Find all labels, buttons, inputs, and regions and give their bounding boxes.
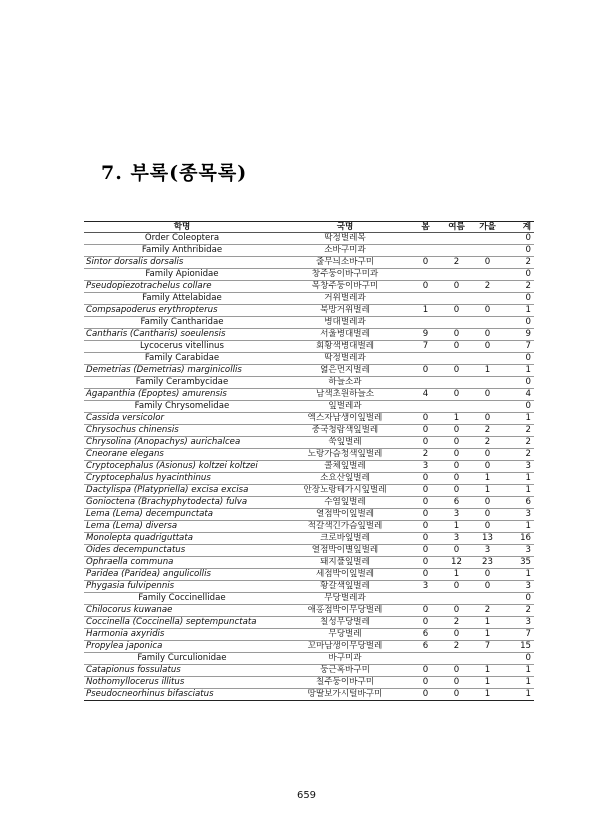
cell-spring: 0	[422, 437, 429, 448]
cell-total: 6	[525, 497, 531, 508]
cell-scientific-name: Family Cantharidae	[140, 317, 224, 328]
cell-scientific-name: Lema (Lema) diversa	[86, 521, 178, 532]
header-summer: 여름	[448, 221, 465, 232]
cell-spring	[410, 401, 441, 413]
cell-total: 7	[525, 341, 531, 352]
cell-korean-name: 남색초원하늘소	[315, 389, 375, 400]
cell-spring: 3	[422, 581, 429, 592]
cell-spring	[410, 353, 441, 365]
cell-scientific-name: Order Coleoptera	[144, 233, 220, 244]
cell-summer	[441, 293, 472, 305]
cell-total: 3	[525, 545, 531, 556]
cell-spring: 0	[422, 497, 429, 508]
cell-spring: 2	[422, 449, 429, 460]
cell-spring: 6	[422, 641, 429, 652]
cell-scientific-name: Chrysochus chinensis	[86, 425, 179, 436]
table-row-species	[84, 629, 534, 641]
cell-summer: 0	[453, 545, 460, 556]
cell-scientific-name: Paridea (Paridea) angulicollis	[86, 569, 211, 580]
cell-spring: 0	[422, 281, 429, 292]
cell-total: 2	[525, 449, 531, 460]
cell-scientific-name: Family Attelabidae	[142, 293, 222, 304]
cell-summer: 1	[453, 569, 460, 580]
table-row-taxon	[84, 593, 534, 605]
table-row-taxon	[84, 353, 534, 365]
cell-spring	[410, 269, 441, 281]
cell-korean-name: 회황색병대벌레	[315, 341, 375, 352]
cell-autumn	[472, 269, 503, 281]
cell-autumn: 1	[484, 629, 491, 640]
cell-autumn: 0	[484, 449, 491, 460]
header-total: 계	[522, 221, 531, 232]
cell-autumn: 0	[484, 497, 491, 508]
cell-korean-name: 하늘소과	[328, 377, 362, 388]
cell-korean-name: 열점박이잎벌레	[315, 509, 375, 520]
cell-scientific-name: Cantharis (Cantharis) soeulensis	[86, 329, 226, 340]
table-row-species	[84, 605, 534, 617]
cell-scientific-name: Lycocerus vitellinus	[140, 341, 224, 352]
page-number: 659	[296, 790, 317, 801]
cell-total: 1	[525, 665, 531, 676]
cell-spring: 0	[422, 521, 429, 532]
cell-autumn: 0	[484, 509, 491, 520]
cell-total: 0	[525, 377, 531, 388]
cell-spring	[410, 245, 441, 257]
cell-spring: 3	[422, 461, 429, 472]
cell-total: 0	[525, 317, 531, 328]
cell-summer	[441, 317, 472, 329]
cell-korean-name: 적갈색긴가슴잎벌레	[307, 521, 383, 532]
cell-summer	[441, 233, 472, 245]
cell-spring: 0	[422, 473, 429, 484]
cell-spring	[410, 653, 441, 665]
table-row-taxon	[84, 245, 534, 257]
cell-spring: 7	[422, 341, 429, 352]
cell-total: 0	[525, 233, 531, 244]
cell-spring	[410, 293, 441, 305]
cell-summer	[441, 653, 472, 665]
cell-total: 0	[525, 401, 531, 412]
cell-total: 2	[525, 605, 531, 616]
cell-spring: 0	[422, 605, 429, 616]
cell-autumn: 0	[484, 341, 491, 352]
cell-korean-name: 땅딸보가시털바구미	[307, 689, 383, 700]
cell-korean-name: 크로바잎벌레	[320, 533, 370, 544]
cell-autumn: 0	[484, 257, 491, 268]
cell-korean-name: 딱정벌레목	[324, 233, 366, 244]
cell-spring: 0	[422, 413, 429, 424]
cell-spring: 0	[422, 365, 429, 376]
table-row-species	[84, 365, 534, 377]
cell-korean-name: 엷은먼지벌레	[320, 365, 370, 376]
table-row-species	[84, 425, 534, 437]
cell-total: 0	[525, 245, 531, 256]
cell-summer: 6	[453, 497, 460, 508]
cell-spring: 0	[422, 533, 429, 544]
table-row-species	[84, 581, 534, 593]
cell-autumn: 1	[484, 473, 491, 484]
cell-spring: 0	[422, 617, 429, 628]
cell-total: 3	[525, 617, 531, 628]
cell-total: 0	[525, 269, 531, 280]
cell-total: 35	[520, 557, 531, 568]
cell-scientific-name: Lema (Lema) decempunctata	[86, 509, 214, 520]
cell-autumn: 1	[484, 485, 491, 496]
cell-total: 3	[525, 581, 531, 592]
cell-korean-name: 북방거위벌레	[320, 305, 370, 316]
cell-autumn: 2	[484, 281, 491, 292]
cell-spring: 0	[422, 545, 429, 556]
cell-spring	[410, 317, 441, 329]
cell-autumn: 0	[484, 413, 491, 424]
table-row-species	[84, 437, 534, 449]
cell-summer: 0	[453, 485, 460, 496]
cell-total: 7	[525, 629, 531, 640]
cell-autumn: 2	[484, 437, 491, 448]
table-row-taxon	[84, 293, 534, 305]
cell-scientific-name: Dactylispa (Platypriella) excisa excisa	[86, 485, 249, 496]
table-row-taxon	[84, 269, 534, 281]
table-row-species	[84, 689, 534, 701]
table-header-row	[84, 222, 534, 233]
cell-scientific-name: Family Anthribidae	[141, 245, 223, 256]
table-body	[84, 233, 534, 701]
cell-scientific-name: Coccinella (Coccinella) septempunctata	[86, 617, 257, 628]
cell-total: 1	[525, 569, 531, 580]
cell-autumn: 0	[484, 461, 491, 472]
cell-korean-name: 황갈색잎벌레	[320, 581, 370, 592]
cell-korean-name: 무당벌레과	[324, 593, 366, 604]
table-row-species	[84, 509, 534, 521]
table-row-species	[84, 329, 534, 341]
cell-scientific-name: Cryptocephalus hyacinthinus	[86, 473, 211, 484]
cell-summer: 0	[453, 473, 460, 484]
cell-scientific-name: Oides decempunctatus	[86, 545, 186, 556]
cell-scientific-name: Pseudocneorhinus bifasciatus	[86, 689, 214, 700]
cell-autumn: 13	[482, 533, 493, 544]
cell-scientific-name: Cassida versicolor	[86, 413, 164, 424]
cell-summer: 0	[453, 341, 460, 352]
cell-korean-name: 둥근혹바구미	[320, 665, 370, 676]
cell-korean-name: 무당벌레	[328, 629, 362, 640]
cell-summer: 0	[453, 605, 460, 616]
cell-summer: 2	[453, 641, 460, 652]
cell-autumn: 2	[484, 605, 491, 616]
cell-spring	[410, 593, 441, 605]
cell-scientific-name: Family Coccinellidae	[138, 593, 226, 604]
cell-spring: 0	[422, 569, 429, 580]
cell-total: 2	[525, 437, 531, 448]
cell-korean-name: 창주둥이바구미과	[311, 269, 379, 280]
cell-scientific-name: Harmonia axyridis	[86, 629, 165, 640]
cell-korean-name: 거위벌레과	[324, 293, 366, 304]
cell-total: 15	[520, 641, 531, 652]
table-row-taxon	[84, 653, 534, 665]
cell-autumn: 1	[484, 617, 491, 628]
cell-autumn: 1	[484, 365, 491, 376]
cell-total: 0	[525, 293, 531, 304]
cell-spring: 0	[422, 509, 429, 520]
cell-spring: 4	[422, 389, 429, 400]
cell-autumn: 7	[484, 641, 491, 652]
table-row-species	[84, 485, 534, 497]
table-row-species	[84, 389, 534, 401]
cell-total: 3	[525, 509, 531, 520]
table-row-species	[84, 449, 534, 461]
table-row-taxon	[84, 233, 534, 245]
cell-total: 0	[525, 593, 531, 604]
species-table	[84, 221, 534, 701]
cell-spring: 0	[422, 425, 429, 436]
cell-korean-name: 중국청람색잎벌레	[311, 425, 379, 436]
table-row-taxon	[84, 401, 534, 413]
cell-summer: 0	[453, 389, 460, 400]
cell-summer: 0	[453, 629, 460, 640]
cell-korean-name: 세점박이잎벌레	[315, 569, 375, 580]
cell-scientific-name: Monolepta quadriguttata	[86, 533, 193, 544]
cell-spring: 0	[422, 557, 429, 568]
cell-korean-name: 소바구미과	[324, 245, 366, 256]
cell-korean-name: 잎벌레과	[328, 401, 362, 412]
cell-autumn	[472, 245, 503, 257]
cell-scientific-name: Chilocorus kuwanae	[86, 605, 173, 616]
cell-korean-name: 안장노랑테가시잎벌레	[303, 485, 387, 496]
cell-korean-name: 꼬마남생이무당벌레	[307, 641, 383, 652]
cell-spring: 0	[422, 485, 429, 496]
cell-total: 0	[525, 653, 531, 664]
cell-summer: 2	[453, 617, 460, 628]
cell-spring: 1	[422, 305, 429, 316]
cell-scientific-name: Family Chrysomelidae	[134, 401, 230, 412]
cell-summer	[441, 593, 472, 605]
cell-summer: 3	[453, 509, 460, 520]
cell-autumn	[472, 401, 503, 413]
table-row-species	[84, 533, 534, 545]
cell-korean-name: 줄무늬소바구미	[315, 257, 375, 268]
cell-scientific-name: Family Carabidae	[144, 353, 220, 364]
cell-autumn: 3	[484, 545, 491, 556]
cell-scientific-name: Cryptocephalus (Asionus) koltzei koltzei	[86, 461, 258, 472]
cell-scientific-name: Gonioctena (Brachyphytodecta) fulva	[86, 497, 248, 508]
cell-scientific-name: Family Cerambycidae	[135, 377, 229, 388]
cell-summer	[441, 353, 472, 365]
table-row-species	[84, 557, 534, 569]
cell-scientific-name: Demetrias (Demetrias) marginicollis	[86, 365, 242, 376]
table-row-species	[84, 497, 534, 509]
cell-total: 1	[525, 677, 531, 688]
cell-scientific-name: Ophraella communa	[86, 557, 174, 568]
cell-scientific-name: Pseudopiezotrachelus collare	[86, 281, 212, 292]
table-row-species	[84, 413, 534, 425]
table-row-species	[84, 521, 534, 533]
cell-autumn	[472, 317, 503, 329]
cell-autumn	[472, 653, 503, 665]
cell-autumn: 2	[484, 425, 491, 436]
cell-autumn: 0	[484, 329, 491, 340]
cell-spring: 9	[422, 329, 429, 340]
cell-total: 4	[525, 389, 531, 400]
cell-total: 2	[525, 281, 531, 292]
table-row-species	[84, 569, 534, 581]
header-autumn: 가을	[479, 221, 496, 232]
table-row-species	[84, 617, 534, 629]
table-row-species	[84, 281, 534, 293]
table-row-species	[84, 461, 534, 473]
header-scientific-name: 학명	[173, 221, 191, 232]
cell-summer	[441, 269, 472, 281]
cell-autumn	[472, 293, 503, 305]
section-title: 7. 부록(종목록)	[101, 162, 248, 184]
cell-autumn	[472, 377, 503, 389]
cell-spring: 0	[422, 677, 429, 688]
cell-autumn: 0	[484, 521, 491, 532]
cell-summer: 0	[453, 329, 460, 340]
cell-spring: 0	[422, 665, 429, 676]
cell-total: 1	[525, 305, 531, 316]
cell-total: 1	[525, 473, 531, 484]
cell-korean-name: 쑥잎벌레	[328, 437, 362, 448]
header-korean-name: 국명	[336, 221, 354, 232]
table-row-species	[84, 545, 534, 557]
cell-total: 1	[525, 413, 531, 424]
cell-korean-name: 딱정벌레과	[324, 353, 366, 364]
cell-korean-name: 서울병대벌레	[320, 329, 370, 340]
cell-korean-name: 돼지풀잎벌레	[320, 557, 370, 568]
table-row-taxon	[84, 377, 534, 389]
cell-summer: 0	[453, 665, 460, 676]
cell-autumn: 0	[484, 581, 491, 592]
table-row-species	[84, 665, 534, 677]
cell-total: 1	[525, 689, 531, 700]
cell-spring: 6	[422, 629, 429, 640]
cell-summer: 0	[453, 677, 460, 688]
cell-total: 2	[525, 425, 531, 436]
cell-korean-name: 목창주둥이바구미	[311, 281, 379, 292]
cell-total: 2	[525, 257, 531, 268]
cell-total: 1	[525, 485, 531, 496]
cell-summer: 12	[451, 557, 462, 568]
cell-summer: 3	[453, 533, 460, 544]
cell-autumn	[472, 593, 503, 605]
cell-korean-name: 노랑가슴청색잎벌레	[307, 449, 383, 460]
cell-korean-name: 소요산잎벌레	[320, 473, 370, 484]
cell-autumn: 23	[482, 557, 493, 568]
cell-autumn: 1	[484, 677, 491, 688]
table-row-species	[84, 305, 534, 317]
cell-summer: 1	[453, 521, 460, 532]
cell-summer	[441, 245, 472, 257]
cell-autumn	[472, 233, 503, 245]
cell-korean-name: 칠성무당벌레	[320, 617, 370, 628]
cell-spring: 0	[422, 689, 429, 700]
cell-autumn: 0	[484, 569, 491, 580]
cell-summer	[441, 377, 472, 389]
cell-summer: 0	[453, 689, 460, 700]
cell-total: 9	[525, 329, 531, 340]
cell-summer: 2	[453, 257, 460, 268]
cell-total: 1	[525, 521, 531, 532]
cell-scientific-name: Catapionus fossulatus	[86, 665, 181, 676]
cell-scientific-name: Propylea japonica	[86, 641, 163, 652]
cell-total: 3	[525, 461, 531, 472]
cell-scientific-name: Cneorane elegans	[86, 449, 164, 460]
cell-summer: 1	[453, 413, 460, 424]
cell-korean-name: 콜체잎벌레	[324, 461, 366, 472]
cell-scientific-name: Family Curculionidae	[137, 653, 227, 664]
cell-spring: 0	[422, 257, 429, 268]
cell-total: 0	[525, 353, 531, 364]
table-row-species	[84, 473, 534, 485]
cell-scientific-name: Chrysolina (Anopachys) aurichalcea	[86, 437, 241, 448]
cell-summer: 0	[453, 449, 460, 460]
cell-spring	[410, 233, 441, 245]
table-row-species	[84, 641, 534, 653]
cell-korean-name: 병대벌레과	[324, 317, 366, 328]
cell-autumn: 1	[484, 689, 491, 700]
header-spring: 봄	[421, 221, 430, 232]
cell-summer: 0	[453, 365, 460, 376]
cell-autumn: 1	[484, 665, 491, 676]
table-row-species	[84, 257, 534, 269]
cell-summer	[441, 401, 472, 413]
cell-scientific-name: Family Apionidae	[145, 269, 219, 280]
cell-korean-name: 칠주둥이바구미	[315, 677, 375, 688]
cell-korean-name: 엑스자남생이잎벌레	[307, 413, 383, 424]
cell-korean-name: 애홍점박이무당벌레	[307, 605, 383, 616]
cell-summer: 0	[453, 425, 460, 436]
cell-summer: 0	[453, 581, 460, 592]
cell-autumn	[472, 353, 503, 365]
cell-summer: 0	[453, 305, 460, 316]
table-row-taxon	[84, 317, 534, 329]
cell-total: 1	[525, 365, 531, 376]
cell-spring	[410, 377, 441, 389]
cell-scientific-name: Compsapoderus erythropterus	[86, 305, 218, 316]
cell-summer: 0	[453, 281, 460, 292]
cell-summer: 0	[453, 437, 460, 448]
cell-korean-name: 열점박이별잎벌레	[311, 545, 379, 556]
cell-total: 16	[520, 533, 531, 544]
cell-autumn: 0	[484, 389, 491, 400]
cell-scientific-name: Sintor dorsalis dorsalis	[86, 257, 184, 268]
cell-scientific-name: Nothomyllocerus illitus	[86, 677, 185, 688]
cell-autumn: 0	[484, 305, 491, 316]
cell-scientific-name: Phygasia fulvipennis	[86, 581, 175, 592]
cell-scientific-name: Agapanthia (Epoptes) amurensis	[86, 389, 227, 400]
cell-korean-name: 수염잎벌레	[324, 497, 366, 508]
cell-korean-name: 바구미과	[328, 653, 362, 664]
table-row-taxon	[84, 341, 534, 353]
table-row-species	[84, 677, 534, 689]
cell-summer: 0	[453, 461, 460, 472]
